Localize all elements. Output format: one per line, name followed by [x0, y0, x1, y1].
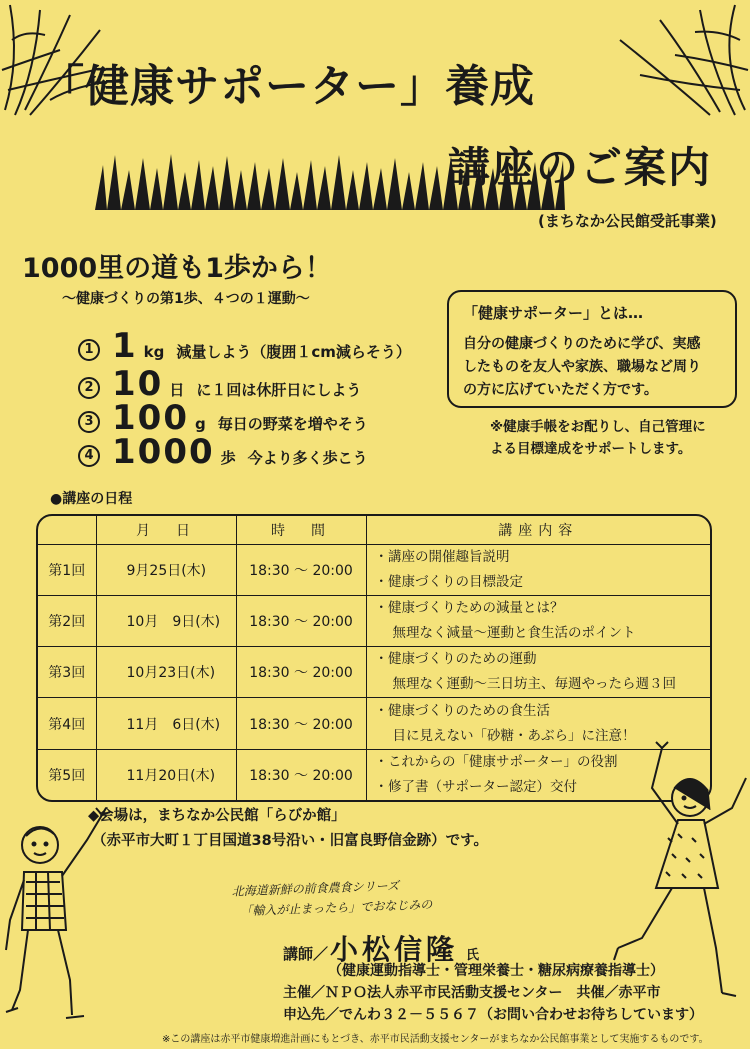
session-date: 9月25日(木) [96, 544, 236, 595]
goal-unit: kg [143, 343, 165, 361]
infobox-heading: 「健康サポーター」とは… [463, 304, 644, 322]
health-notebook-note [490, 416, 740, 460]
supporter-definition-box [447, 290, 737, 408]
infobox-line: の方に広げていただく方です。 [463, 382, 658, 398]
session-time: 18:30 ～ 20:00 [236, 595, 366, 646]
goal-number: 1000 [112, 432, 215, 472]
content-line: ・健康づくりのための運動 [374, 651, 537, 668]
slogan-main: 1000里の道も1歩から！ [22, 253, 332, 284]
session-content [366, 544, 710, 595]
goal-item [78, 432, 368, 472]
table-row [38, 595, 710, 646]
column-header: 月 日 [96, 516, 236, 544]
application-line: 申込先／でんわ３２－５５６７（お問い合わせお待ちしています） [283, 1007, 703, 1023]
goal-unit: g [194, 415, 206, 433]
lecturer-honorific: 氏 [466, 948, 480, 963]
session-number: 第3回 [38, 647, 96, 698]
title-line1: 「健康サポーター」養成 [40, 61, 535, 112]
content-line: ・これからの「健康サポーター」の役割 [374, 753, 618, 770]
session-number: 第1回 [38, 544, 96, 595]
footer-note: ※この講座は赤平市健康増進計画にもとづき、赤平市民活動支援センターがまちなか公民館事業として実施するものです。 [162, 1034, 709, 1045]
goal-marker: 3 [78, 411, 100, 433]
slogan-sub: ～健康づくりの第1歩、４つの１運動～ [62, 291, 310, 307]
title-line2: 講座のご案内 [448, 143, 713, 192]
note-line: ※健康手帳をお配りし、自己管理に [490, 419, 706, 435]
goal-desc: に１回は休肝日にしよう [196, 381, 362, 399]
schedule-title: ●講座の日程 [50, 491, 133, 507]
goal-item [78, 326, 411, 366]
session-date: 10月23日(木) [96, 647, 236, 698]
column-header: 講座内容 [366, 516, 710, 544]
session-time: 18:30 ～ 20:00 [236, 698, 366, 749]
goal-desc: 毎日の野菜を増やそう [217, 415, 368, 433]
content-line: ・修了書（サポーター認定）交付 [374, 778, 577, 795]
session-time: 18:30 ～ 20:00 [236, 749, 366, 800]
grass-decoration-right [600, 0, 750, 120]
goal-unit: 歩 [220, 449, 236, 467]
table-row [38, 544, 710, 595]
table-row [38, 647, 710, 698]
lecturer-label: 講師／ [283, 945, 329, 963]
goal-desc: 今より多く歩こう [247, 449, 368, 467]
session-time: 18:30 ～ 20:00 [236, 647, 366, 698]
goal-number: 100 [112, 398, 189, 438]
content-line: 無理なく運動～三日坊主、毎週やったら週３回 [392, 676, 676, 693]
session-number: 第2回 [38, 595, 96, 646]
table-header-row [38, 516, 710, 544]
session-number: 第5回 [38, 749, 96, 800]
infobox-line: したものを友人や家族、職場など周り [463, 359, 701, 375]
content-line: ・健康づくりのための食生活 [374, 702, 550, 719]
series-line: 「輸入が止まったら」でおなじみの [240, 897, 433, 919]
schedule-table [36, 514, 712, 802]
goal-unit: 日 [169, 381, 185, 399]
goal-number: 1 [112, 326, 138, 366]
man-illustration [2, 800, 122, 1030]
table-row [38, 749, 710, 800]
session-number: 第4回 [38, 698, 96, 749]
session-content [366, 595, 710, 646]
goal-desc: 減量しよう（腹囲１cm減らそう） [176, 343, 411, 361]
goal-number: 10 [112, 364, 164, 404]
lecturer-credentials: （健康運動指導士・管理栄養士・糖尿病療養指導士） [328, 963, 664, 979]
header-subtitle: (まちなか公民館受託事業) [538, 212, 717, 230]
lecturer-name: 小松信隆 [330, 933, 459, 966]
venue-info [88, 804, 488, 854]
organizer-info [283, 982, 703, 1026]
content-line: ・健康づくりの目標設定 [374, 573, 523, 590]
content-line: 目に見えない「砂糖・あぶら」に注意！ [392, 727, 636, 744]
table-row [38, 698, 710, 749]
column-header [38, 516, 96, 544]
note-line: よる目標達成をサポートします。 [490, 441, 692, 457]
infobox-line: 自分の健康づくりのために学び、実感 [463, 336, 701, 352]
session-time: 18:30 ～ 20:00 [236, 544, 366, 595]
organizer-line: 主催／ＮＰＯ法人赤平市民活動支援センター 共催／赤平市 [283, 985, 661, 1001]
content-line: 無理なく減量～運動と食生活のポイント [392, 624, 636, 641]
venue-address: （赤平市大町１丁目国道38号沿い・旧富良野信金跡）です。 [92, 833, 489, 849]
session-content [366, 647, 710, 698]
session-date: 10月 9日(木) [96, 595, 236, 646]
content-line: ・講座の開催趣旨説明 [374, 548, 510, 565]
series-line: 北海道新鮮の前食農食シリーズ [231, 878, 400, 899]
content-line: ・健康づくりための減量とは？ [374, 599, 564, 616]
goal-marker: 1 [78, 339, 100, 361]
column-header: 時 間 [236, 516, 366, 544]
goal-marker: 2 [78, 377, 100, 399]
venue-line: ◆会場は，まちなか公民館「らびか館」 [88, 808, 346, 824]
goal-marker: 4 [78, 445, 100, 467]
session-date: 11月20日(木) [96, 749, 236, 800]
session-date: 11月 6日(木) [96, 698, 236, 749]
series-caption [231, 875, 432, 922]
